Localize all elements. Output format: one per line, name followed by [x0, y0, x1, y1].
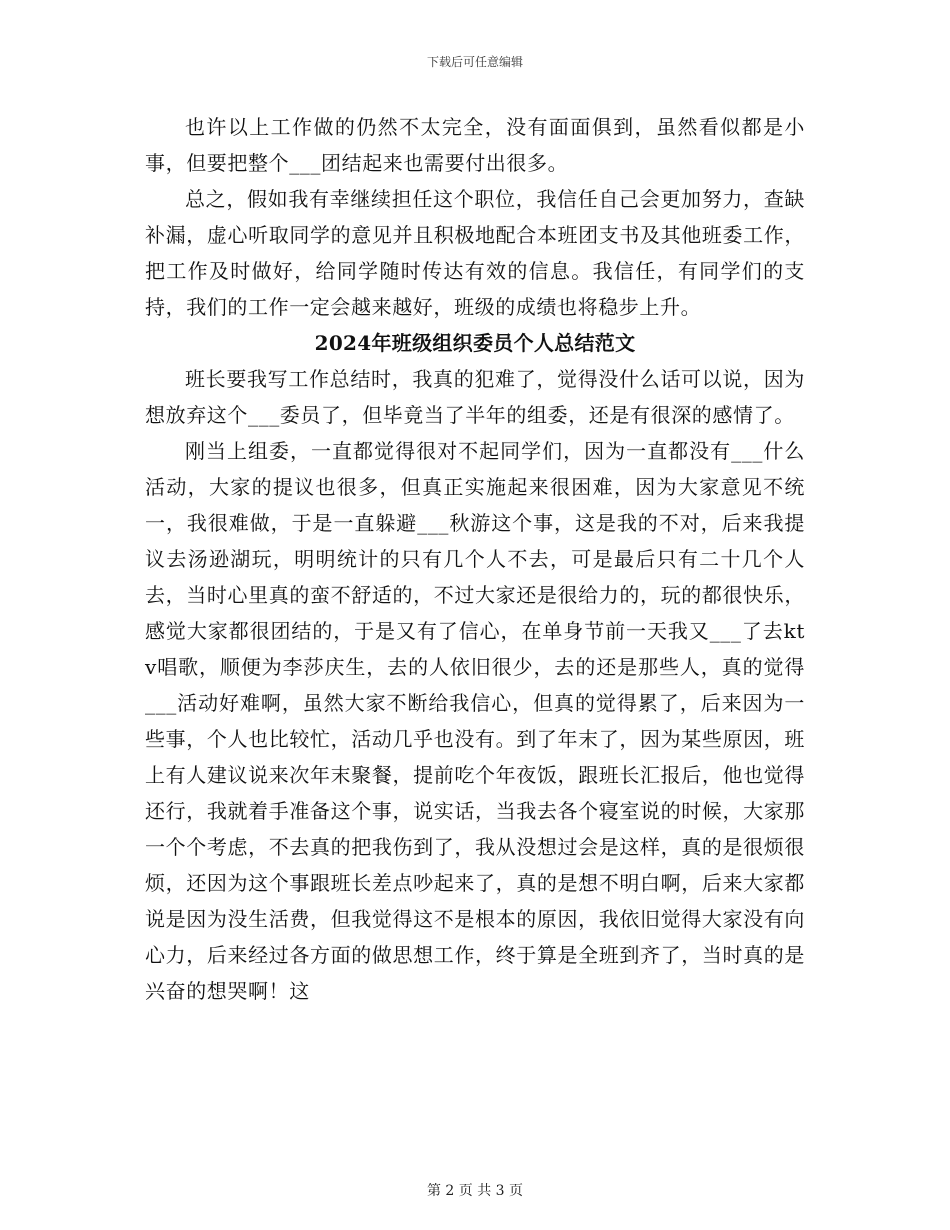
page-header-note: 下载后可任意编辑	[426, 55, 523, 69]
section-title: 2024年班级组织委员个人总结范文	[314, 331, 636, 355]
paragraph-2: 总之，假如我有幸继续担任这个职位，我信任自己会更加努力，查缺补漏，虚心听取同学的意见并且积极地配合本班团支书及其他班委工作，把工作及时做好，给同学随时传达有效的信息。我信任，有同学们的支持，我们的工作一定会越来越好，班级的成绩也将稳步上升。	[145, 187, 805, 319]
paragraph-4: 刚当上组委，一直都觉得很对不起同学们，因为一直都没有___什么活动，大家的提议也很多，但真正实施起来很困难，因为大家意见不统一，我很难做，于是一直躲避___秋游这个事，这是我的不对，后来我提议去汤逊湖玩，明明统计的只有几个人不去，可是最后只有二十几个人去，当时心里真的蛮不舒适的，不过大家还是很给力的，玩的都很快乐，感觉大家都很团结的，于是又有了信心，在单身节前一天我又___了去ktv唱歌，顺便为李莎庆生，去的人依旧很少，去的还是那些人，真的觉得___活动好难啊，虽然大家不断给我信心，但真的觉得累了，后来因为一些事，个人也比较忙，活动几乎也没有。到了年末了，因为某些原因，班上有人建议说来次年末聚餐，提前吃个年夜饭，跟班长汇报后，他也觉得还行，我就着手准备这个事，说实话，当我去各个寝室说的时候，大家那一个个考虑，不去真的把我伤到了，我从没想过会是这样，真的是很烦很烦，还因为这个事跟班长差点吵起来了，真的是想不明白啊，后来大家都说是因为没生活费，但我觉得这不是根本的原因，我依旧觉得大家没有向心力，后来经过各方面的做思想工作，终于算是全班到齐了，当时真的是兴奋的想哭啊！这	[145, 439, 805, 1003]
page-number: 第 2 页 共 3 页	[426, 1183, 524, 1199]
paragraph-1: 也许以上工作做的仍然不太完全，没有面面俱到，虽然看似都是小事，但要把整个___团结起来也需要付出很多。	[145, 115, 805, 175]
paragraph-3: 班长要我写工作总结时，我真的犯难了，觉得没什么话可以说，因为想放弃这个___委员了，但毕竟当了半年的组委，还是有很深的感情了。	[145, 367, 805, 427]
document-body	[145, 109, 805, 1009]
